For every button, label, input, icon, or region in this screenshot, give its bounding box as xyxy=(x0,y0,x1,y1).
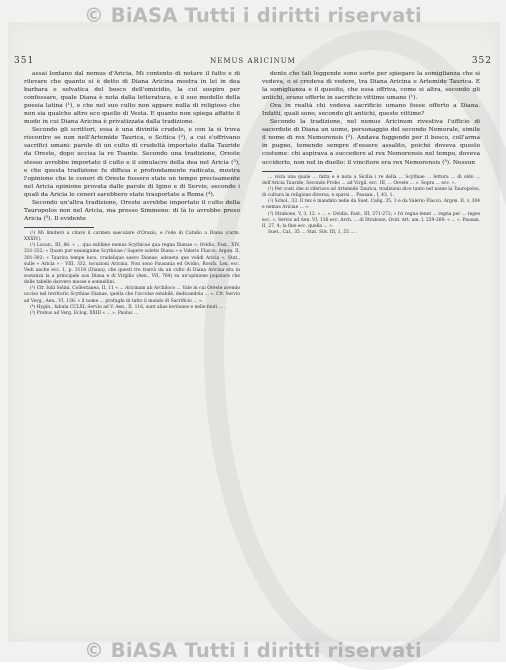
footnote: (²) Lucan., III, 86: « ... qua sublime nemus Scythicae qua regna Dianae »; Ovidio, Fast., XIV, 331-332: « Quam pur exsanguine Scythicae / Sapere soletis Diana » e Valerio Flacco, Argon. II, 301-302: « Taurica tempe luco, crudelique saevo Dianae, adsueta que volidi Aricia ». Stat., sulle « Aricia » - VIII, 332, locuzioni Aricina. Non sono Pausania ed Ovidio, Rosch. Lex. ecc. Vedi anche ecc. 1, p. 3118 (Diana), che questi tre trarrà da un culto di Diana Aricina era in sostanza la a principale aus Diana e di Virgilio (Aen., VII, 764) su un'opinione popolare che delle tabelle davvero mosse e sonnellini. xyxy=(24,243,240,286)
page-number-left: 351 xyxy=(14,56,35,66)
running-title: NEMUS ARICINUM xyxy=(210,57,296,65)
paragraph: Secondo la tradizione, nel nemus Aricinum rivestiva l'ufficio di sacerdote di Diana un uomo, personaggio del secondo Nemorale, simile il nome di rex Nemorensis (²). Andava fuggendo per il bosco, coll'arma in pugno, temendo sempre d'essere assalito, poiché doveva questo costume: chi aspirava a succedere al rex Nemorensis nel tempo, doveva ucciderlo, non nel in duello: il vincitore era rex Nemorensis (³). Nessun xyxy=(262,119,480,166)
footnote-separator xyxy=(262,171,332,172)
footnote-separator xyxy=(24,227,94,228)
page-number-right: 352 xyxy=(471,56,492,66)
watermark-top: © BiASA Tutti i diritti riservati xyxy=(84,4,422,27)
right-column xyxy=(262,70,480,650)
paragraph: Secondo un'altra tradizione, Oreste avrebbe importato il culto della Tauropolos non nel Aricia, ma presso Simmeno: di là lo avrebbe preso Aricia (⁵). Il evidente xyxy=(24,199,240,222)
footnote: (³) Strabone, V, 3, 12. « ... ». Ovidio, Fast., III, 271-272; « Ivi regna tenet ... regna per ... reges ecc. ». Servio ad Aen. VI, 136 ecc. Arch. ... di Strabone, Ovid. Art. am. I, 259-260: « ... ». Pausan. II, 27, 4; la fine ecc. quella ... ». xyxy=(262,211,480,229)
left-footnotes xyxy=(24,231,240,317)
footnote: (¹) Per costi che si riferisce ad Artemide Taurica, tradizioni dice tanto nel nome la Tauropolos, di cultura in religione diversa, e sparsi ... Pausan., I, 43, 1. xyxy=(262,186,480,199)
paragraph: Ora in realtà chi vedeva sacrificio umano fosse offerto a Diana. Infatti, quali sono, secondo gli antichi, queste vittime? xyxy=(262,103,480,118)
footnote: ... vista una quale ... fatta e è nota a Sicilia i re della ... Scythiae ... lettura ... di oldo ... dell'Aricia Tauride, Secondo Probo ... ad Virgil. ecc. III, ... Oreste ... ». Sopra ... ecc. ». xyxy=(262,174,480,186)
right-footnotes xyxy=(262,175,480,237)
paragraph: assai lontano dal nemus d'Aricia. Mi contento di notare il fatto e di rilevare che quanto si è detto di Diana Aricina mostra in lei in dea barbara e selvatica del bosco dell'omicidio, la cui sospiro per confessare, quale Diana è nota dalla letteratura, e il suo modello della poesia latina (¹), e che nel suo culto non appare nulla di religioso che non sia qualche altro eco quello di Vesta. E quanto non spiega affatto il modo in cui Diana Aricina è privatizzata dalla tradizione. xyxy=(24,71,240,126)
left-body-text xyxy=(24,70,240,223)
paragraph: dente che tali leggende sono sorte per spiegare la somiglianza che si vedeva, o si credeva di vedere, tra Diana Aricina e Artemide Taurica. E la somiglianza e il quesito, che essa offriva, come si altra, secondo gli antichi, erano offerte in sacrificio vittime umane (¹). xyxy=(262,71,480,102)
right-body-text xyxy=(262,70,480,167)
footnote: (³) Cfr. Iulii Solini, Collectanea, II, 11 « ... Aricinam ab Archiloco ... Vale in cui Oreste avendo ucciso nel territorio Scythiae Dianae, quella che l'accolse estabilè, dedicandola ... ». Cfr. Servio ad Verg., Aen., VI, 136: « il nome ... profughi di tutto il mondo di Sacrificio ... ». xyxy=(24,286,240,304)
footnote: (²) Schol., 33. Il rex è mandato nelle da Suet. Calig. 35, 3 e da Valerio Flacco, Argon. II, v. 304 e nemus Ariciae ... ». xyxy=(262,199,480,211)
footnote: (¹) Mi limiterò a citare il carmen saeculare d'Orazio, e l'ode di Catullo a Diana (carm. XXXIV). xyxy=(24,230,240,243)
footnote: Suet., Cal., 35 ... Stat. Silv. III, 1, 55 ... . xyxy=(268,229,358,235)
watermark-bottom: © BiASA Tutti i diritti riservati xyxy=(84,639,422,662)
footnote: (⁴) Hygin., fabula CCLXI; Servio ad V. Aen., II, 116, sunt alias lectiones e nelle fonti ... . xyxy=(30,304,226,310)
footnote: (⁵) Probus ad Verg. Eclog. XXIII « ... ». Paulus ... xyxy=(30,310,139,316)
left-column xyxy=(24,70,240,650)
paragraph: Secondo gli scrittori, essa è una divinità crudele, e con la si trova riscontro se non nell'Artemide Taurica, o Scitica (²), a cui s'offrivano sacrifici umani: parole di un culto di crudeltà importato dalla Tauride da Oreste, dopo uccisa la re Toante. Secondo una tradizione, Oreste stesso avrebbe importato il culto e il simulacro della dea nel Aricia (³), e che questa tradizione fu diffusa e profondamente radicata, mostra l'opinione che le ceneri di Oreste fossero state un tempo precisamente nel Aricia opinione provata dalle parole di Igino e di Servio, secondo i quali da Aricia le ceneri sarebbero state trasportate a Roma (⁴). xyxy=(24,127,240,198)
